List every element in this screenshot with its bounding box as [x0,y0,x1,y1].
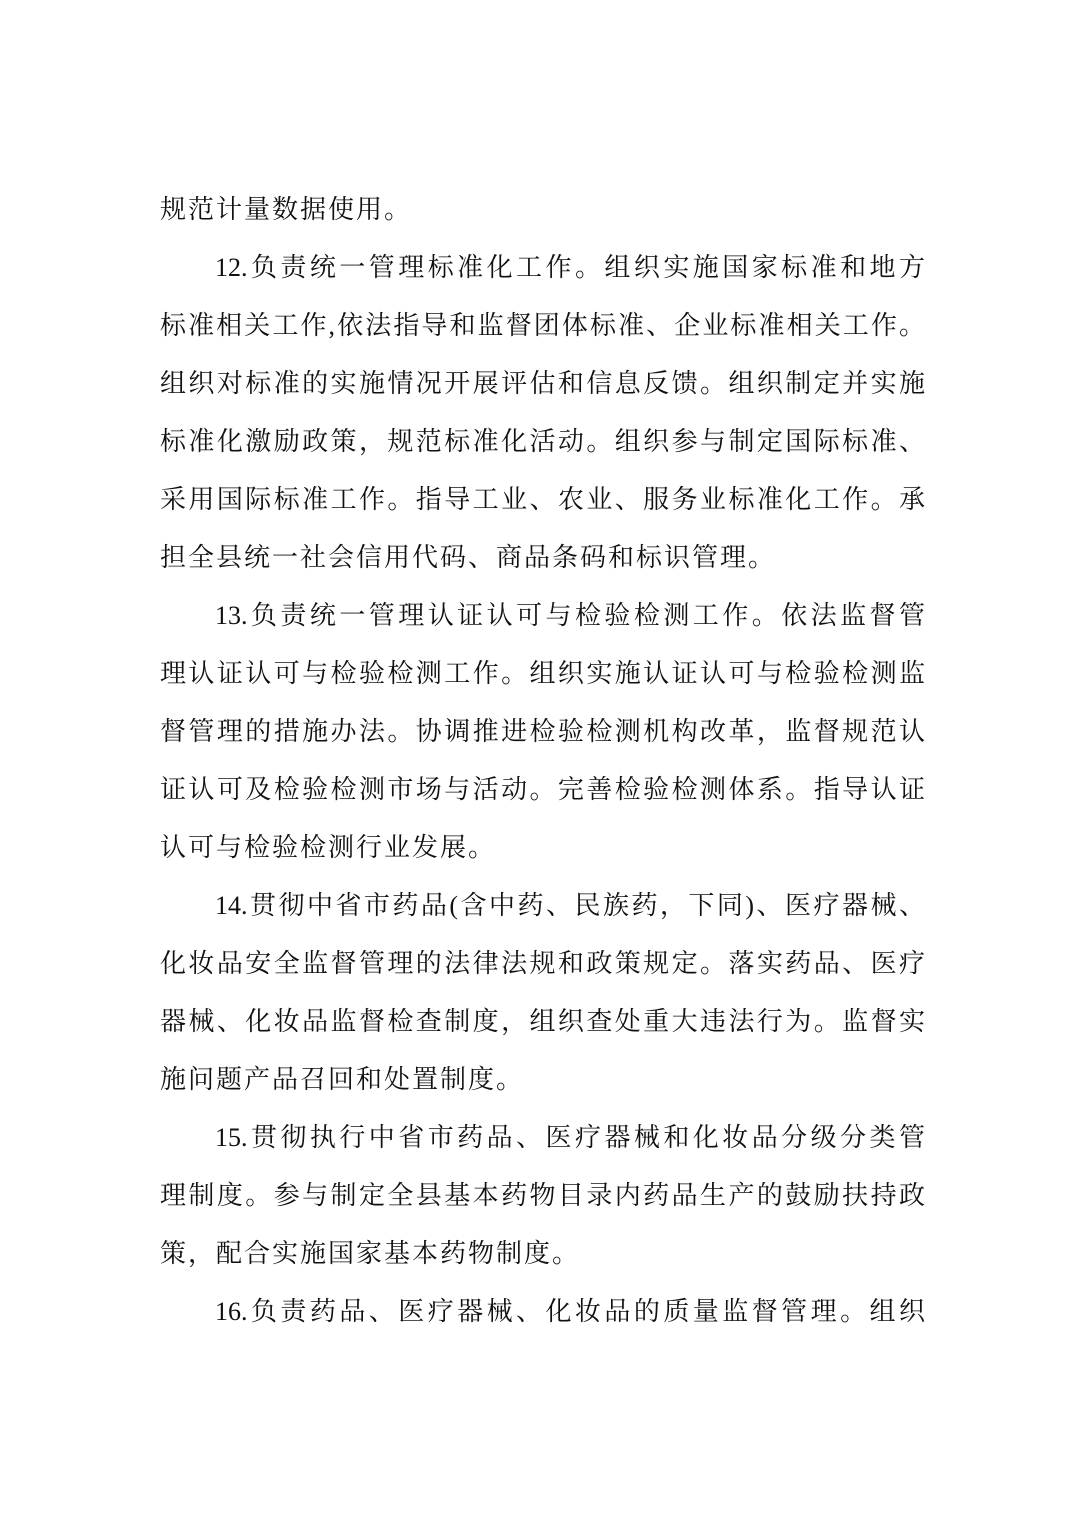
paragraph-continuation [160,181,925,239]
text-line: 组织对标准的实施情况开展评估和信息反馈。组织制定并实施 [160,369,925,398]
paragraph-14 [160,877,925,1109]
document-body [160,181,925,1341]
text-line: 证认可及检验检测市场与活动。完善检验检测体系。指导认证 [160,775,925,804]
text-line: 担全县统一社会信用代码、商品条码和标识管理。 [160,543,777,572]
paragraph-13 [160,587,925,877]
text-line: 策，配合实施国家基本药物制度。 [160,1239,581,1268]
text-line: 规范计量数据使用。 [160,195,413,224]
text-line: 标准相关工作,依法指导和监督团体标准、企业标准相关工作。 [160,311,925,340]
text-line: 理制度。参与制定全县基本药物目录内药品生产的鼓励扶持政 [160,1181,925,1210]
paragraph-16 [160,1283,925,1341]
text-line: 14.贯彻中省市药品(含中药、民族药，下同)、医疗器械、 [215,891,925,920]
text-line: 13.负责统一管理认证认可与检验检测工作。依法监督管 [215,601,925,630]
text-line: 督管理的措施办法。协调推进检验检测机构改革，监督规范认 [160,717,925,746]
text-line: 施问题产品召回和处置制度。 [160,1065,525,1094]
text-line: 认可与检验检测行业发展。 [160,833,497,862]
text-line: 理认证认可与检验检测工作。组织实施认证认可与检验检测监 [160,659,925,688]
text-line: 15.贯彻执行中省市药品、医疗器械和化妆品分级分类管 [215,1123,925,1152]
text-line: 16.负责药品、医疗器械、化妆品的质量监督管理。组织 [215,1297,925,1326]
text-line: 标准化激励政策，规范标准化活动。组织参与制定国际标准、 [160,427,925,456]
paragraph-15 [160,1109,925,1283]
text-line: 器械、化妆品监督检查制度，组织查处重大违法行为。监督实 [160,1007,925,1036]
paragraph-12 [160,239,925,587]
text-line: 采用国际标准工作。指导工业、农业、服务业标准化工作。承 [160,485,925,514]
text-line: 化妆品安全监督管理的法律法规和政策规定。落实药品、医疗 [160,949,925,978]
text-line: 12.负责统一管理标准化工作。组织实施国家标准和地方 [215,253,925,282]
